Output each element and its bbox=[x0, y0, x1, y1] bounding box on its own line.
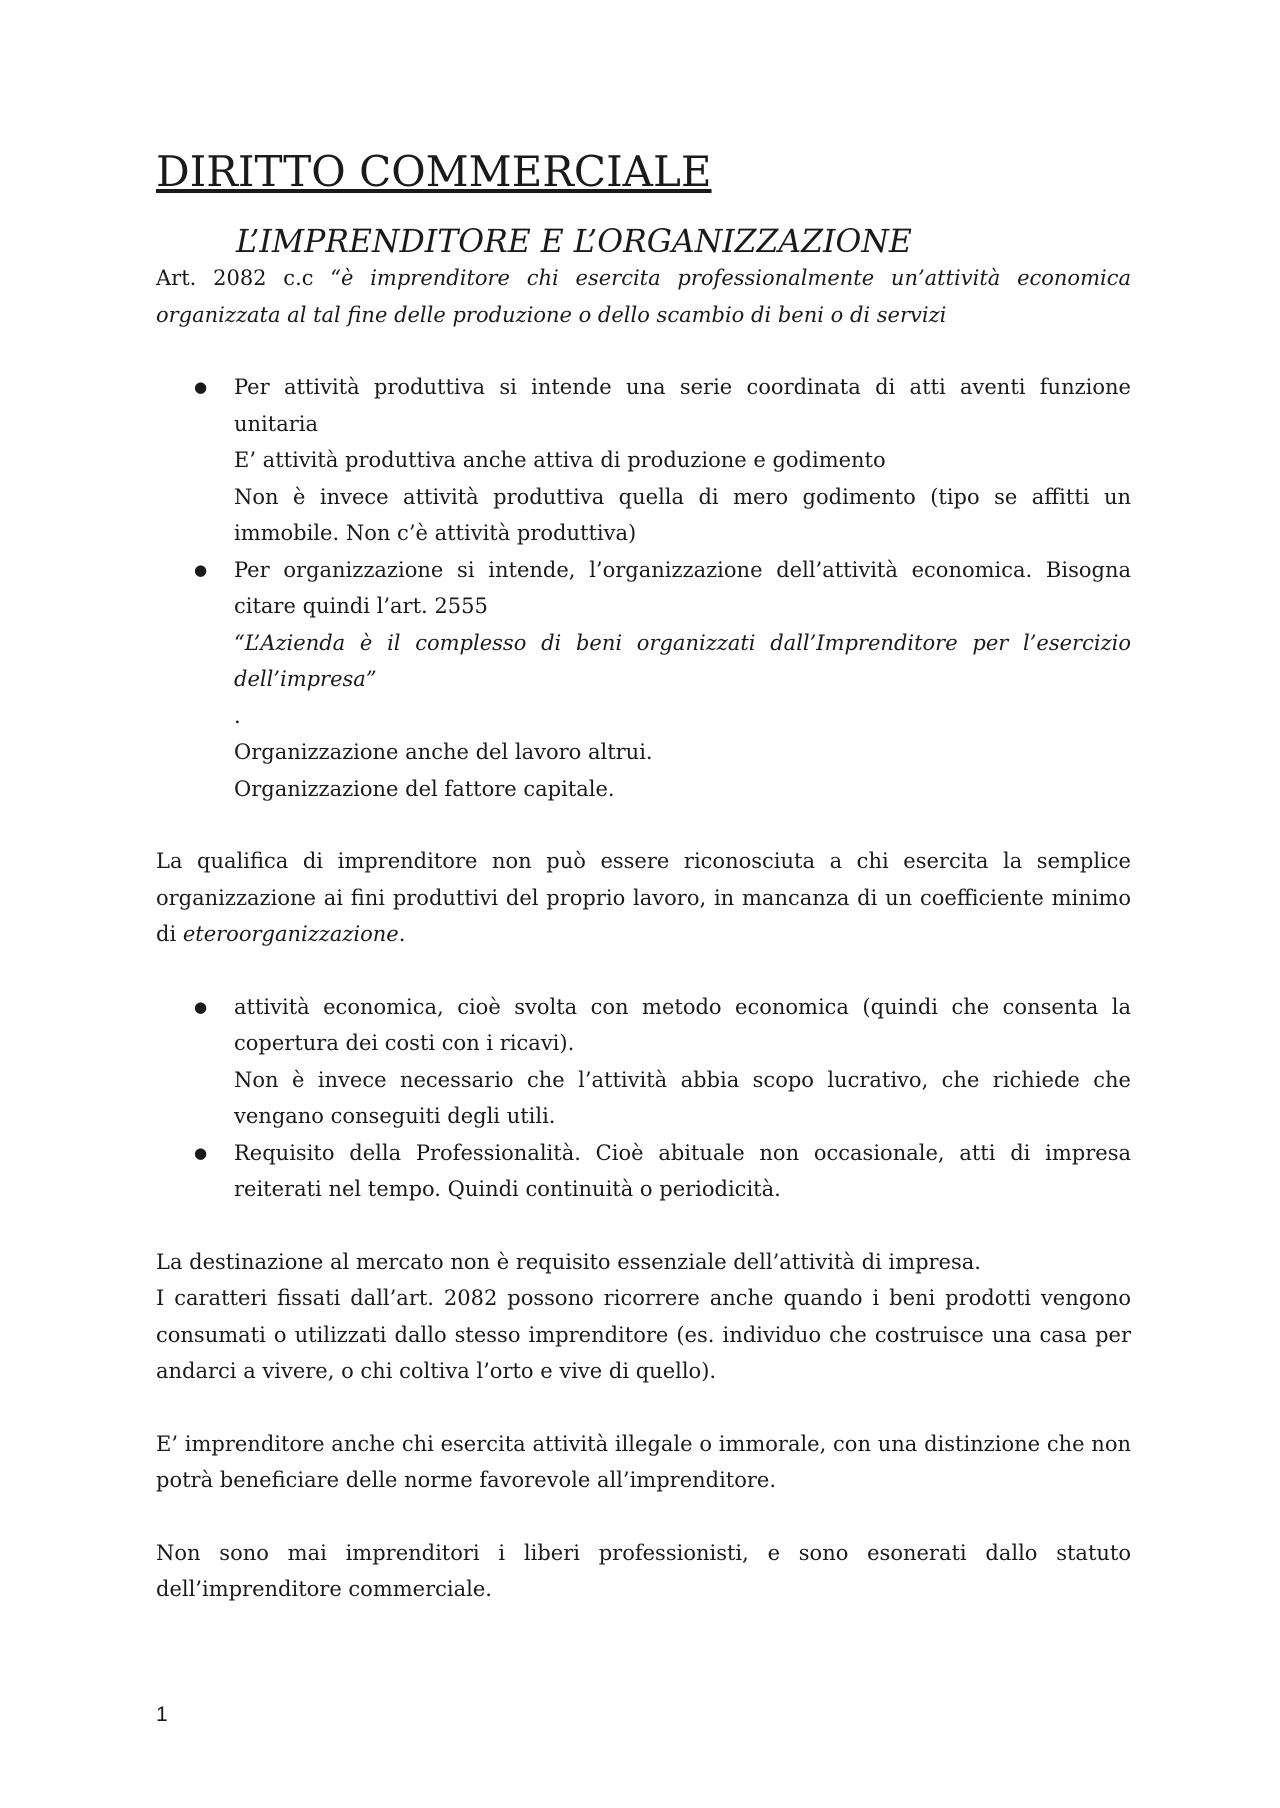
list-item-line bbox=[234, 552, 1131, 735]
paragraph-line: La destinazione al mercato non è requisito essenziale dell’attività di impresa. bbox=[156, 1249, 981, 1274]
list-item-text: ● Per organizzazione si intende, l’organizzazione dell’attività economica. Bisogna citare quindi l’art. 2555 bbox=[234, 557, 1131, 618]
list-item bbox=[156, 552, 1131, 808]
list-item-line: Non è invece necessario che l’attività abbia scopo lucrativo, che richiede che vengano conseguiti degli utili. bbox=[234, 1067, 1131, 1128]
italic-term: eteroorganizzazione bbox=[182, 922, 399, 946]
bullet-list-activity bbox=[156, 369, 1131, 807]
section-subtitle: L’IMPRENDITORE E L’ORGANIZZAZIONE bbox=[236, 223, 912, 260]
list-item-punctuation: . bbox=[234, 703, 241, 728]
paragraph-line: I caratteri fissati dall’art. 2082 possono ricorrere anche quando i beni prodotti vengono consumati o utilizzati dallo stesso imprenditore (es. individuo che costruisce una casa per andarci a vivere, o chi coltiva l’orto e vive di quello). bbox=[156, 1286, 1131, 1383]
paragraph-illegale: E’ imprenditore anche chi esercita attività illegale o immorale, con una distinzione che non potrà beneficiare delle norme favorevole all’imprenditore. bbox=[156, 1431, 1131, 1492]
document-body bbox=[156, 147, 1131, 1608]
paragraph-qualifica bbox=[156, 843, 1131, 953]
list-item-line: Organizzazione anche del lavoro altrui. bbox=[234, 740, 653, 764]
paragraph-mercato bbox=[156, 1244, 1131, 1390]
list-item-line: Organizzazione del fattore capitale. bbox=[234, 776, 615, 801]
list-item-line: E’ attività produttiva anche attiva di produzione e godimento bbox=[234, 448, 886, 472]
list-item-line: ● attività economica, cioè svolta con metodo economica (quindi che consenta la copertura dei costi con i ricavi). bbox=[234, 994, 1131, 1055]
list-item bbox=[156, 989, 1131, 1135]
bullet-list-requirements bbox=[156, 989, 1131, 1208]
article-reference: Art. 2082 c.c bbox=[156, 266, 331, 290]
document-title: DIRITTO COMMERCIALE bbox=[156, 147, 712, 196]
paragraph-professionisti: Non sono mai imprenditori i liberi professionisti, e sono esonerati dallo statuto dell’imprenditore commerciale. bbox=[156, 1540, 1131, 1601]
list-item-line: ● Per attività produttiva si intende una serie coordinata di atti aventi funzione unitaria bbox=[234, 375, 1131, 436]
list-item-line: Non è invece attività produttiva quella di mero godimento (tipo se affitti un immobile. Non c’è attività produttiva) bbox=[234, 484, 1131, 545]
paragraph-text: La qualifica di imprenditore non può essere riconosciuta a chi esercita la semplice organizzazione ai fini produttivi del proprio lavoro, in mancanza di un coefficiente minimo di bbox=[156, 849, 1131, 946]
list-item-line: ● Requisito della Professionalità. Cioè abituale non occasionale, atti di impresa reiterati nel tempo. Quindi continuità o periodicità. bbox=[234, 1140, 1131, 1201]
list-item bbox=[156, 369, 1131, 552]
paragraph-punctuation: . bbox=[398, 922, 406, 946]
page-number: 1 bbox=[156, 1703, 168, 1726]
list-item bbox=[156, 1135, 1131, 1208]
article-quote: “è imprenditore chi esercita professionalmente un’attività economica organizzata al tal fine delle produzione o dello scambio di beni o di servizi bbox=[156, 266, 1131, 327]
art-2555-quote: “L’Azienda è il complesso di beni organizzati dall’Imprenditore per l’esercizio dell’impresa” bbox=[234, 630, 1131, 691]
article-definition bbox=[156, 260, 1131, 333]
